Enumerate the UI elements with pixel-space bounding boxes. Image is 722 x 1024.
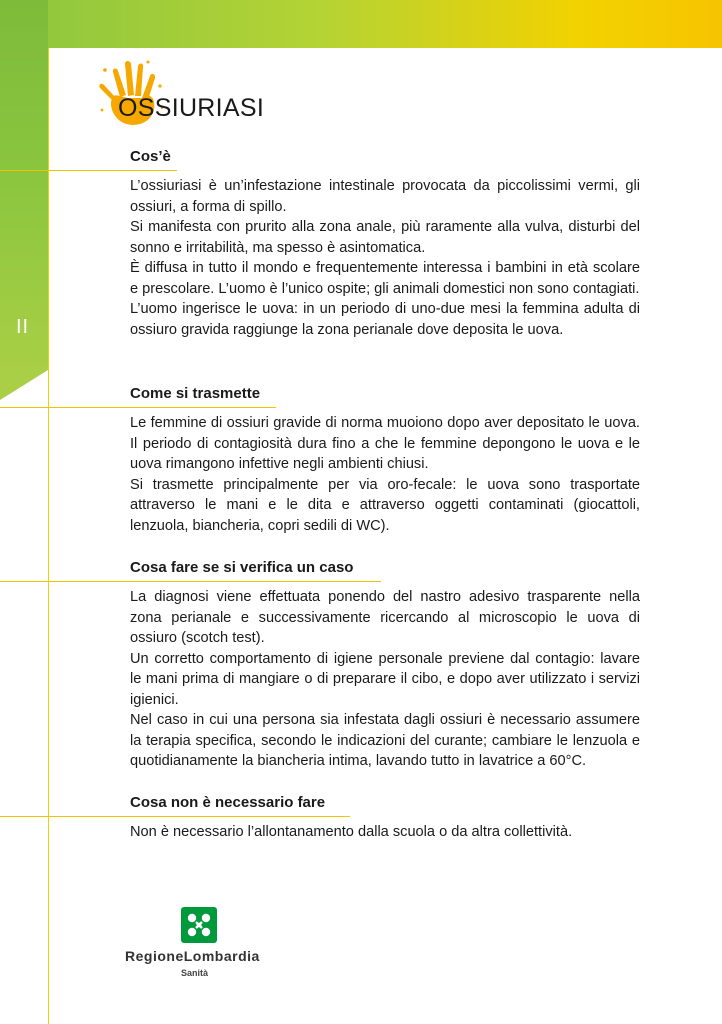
page-title: OSSIURIASI bbox=[118, 94, 265, 122]
section-heading: Cosa non è necessario fare bbox=[130, 794, 326, 811]
section-cos-e bbox=[0, 146, 722, 340]
heading-underline bbox=[0, 816, 350, 817]
paragraph: L’ossiuriasi è un’infestazione intestinale provocata da piccolissimi vermi, gli ossiuri, a forma di spillo. bbox=[130, 178, 640, 215]
paragraph: Le femmine di ossiuri gravide di norma muoiono dopo aver depositato le uova. Il periodo di contagiosità dura fino a che le femmine depongono le uova e le uova rimangono infettive negli ambienti chiusi. bbox=[130, 415, 640, 472]
section-cosa-non-fare bbox=[0, 792, 722, 843]
heading-underline bbox=[0, 581, 381, 582]
top-color-band bbox=[0, 0, 722, 48]
paragraph: La diagnosi viene effettuata ponendo del nastro adesivo trasparente nella zona perianale e successivamente ricercando al microscopio le uova di ossiuro (scotch test). bbox=[130, 589, 640, 646]
section-heading: Cosa fare se si verifica un caso bbox=[130, 559, 354, 576]
section-body bbox=[0, 176, 640, 340]
paragraph: Non è necessario l’allontanamento dalla scuola o da altra collettività. bbox=[130, 824, 573, 840]
paragraph: Un corretto comportamento di igiene personale previene dal contagio: lavare le mani prima di mangiare o di preparare il cibo, e dopo aver utilizzato i servizi igienici. bbox=[130, 650, 640, 708]
section-body bbox=[0, 413, 640, 536]
paragraph: È diffusa in tutto il mondo e frequentemente interessa i bambini in età scolare e prescolare. L’uomo è l’unico ospite; gli animali domestici non sono contagiati. bbox=[130, 260, 640, 297]
heading-underline bbox=[0, 407, 276, 408]
section-cosa-fare bbox=[0, 557, 722, 772]
lombardia-rose-icon bbox=[181, 907, 217, 943]
section-come-si-trasmette bbox=[0, 383, 722, 536]
regione-lombardia-logo bbox=[125, 905, 275, 980]
page-number: II bbox=[16, 316, 30, 338]
section-heading: Cos’è bbox=[130, 148, 171, 165]
paragraph: Si manifesta con prurito alla zona anale, più raramente alla vulva, disturbi del sonno e irritabilità, ma spesso è asintomatica. bbox=[130, 219, 640, 256]
logo-subtitle: Sanità bbox=[181, 968, 209, 978]
section-heading: Come si trasmette bbox=[130, 385, 261, 402]
heading-underline bbox=[0, 170, 177, 171]
section-body bbox=[0, 587, 640, 772]
logo-name: RegioneLombardia bbox=[125, 948, 260, 964]
paragraph: Si trasmette principalmente per via oro-fecale: le uova sono trasportate attraverso le mani e le dita e attraverso oggetti contaminati (giocattoli, lenzuola, biancheria, copri sedili di WC). bbox=[130, 476, 640, 534]
section-body bbox=[0, 822, 640, 843]
paragraph: Nel caso in cui una persona sia infestata dagli ossiuri è necessario assumere la terapia specifica, secondo le indicazioni del curante; cambiare le lenzuola e quotidianamente la biancheria intima, lavando tutto in lavatrice a 60°C. bbox=[130, 712, 640, 769]
paragraph: L’uomo ingerisce le uova: in un periodo di uno-due mesi la femmina adulta di ossiuro gravida raggiunge la zona perianale dove deposita le uova. bbox=[130, 301, 640, 338]
